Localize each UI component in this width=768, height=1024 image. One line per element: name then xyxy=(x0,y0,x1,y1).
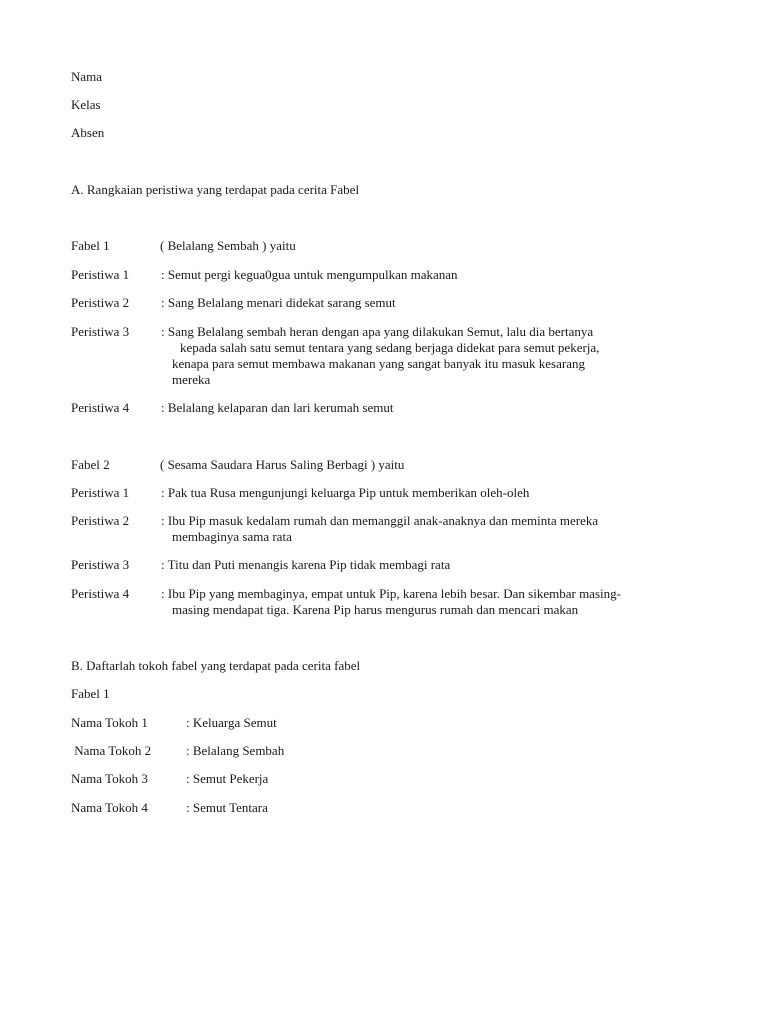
fabel1-event2-label: Peristiwa 2 xyxy=(71,295,130,310)
tokoh2-value: : Belalang Sembah xyxy=(186,743,285,758)
fabel2-event4-line1: : Ibu Pip yang membaginya, empat untuk Pip, karena lebih besar. Dan sikembar masing- xyxy=(161,586,621,601)
fabel1-title: ( Belalang Sembah ) yaitu xyxy=(160,238,296,253)
kelas-label: Kelas xyxy=(71,97,101,112)
nama-label: Nama xyxy=(71,69,103,84)
tokoh2-label: Nama Tokoh 2 xyxy=(71,743,152,758)
fabel1-event4-text: : Belalang kelaparan dan lari kerumah semut xyxy=(161,400,394,415)
fabel1-event1-label: Peristiwa 1 xyxy=(71,267,130,282)
absen-label: Absen xyxy=(71,125,105,140)
tokoh3-value: : Semut Pekerja xyxy=(186,771,269,786)
fabel2-event4-line2: masing mendapat tiga. Karena Pip harus mengurus rumah dan mencari makan xyxy=(172,602,579,617)
fabel2-title: ( Sesama Saudara Harus Saling Berbagi ) yaitu xyxy=(160,457,405,472)
tokoh3-label: Nama Tokoh 3 xyxy=(71,771,148,786)
fabel1-event2-text: : Sang Belalang menari didekat sarang semut xyxy=(161,295,396,310)
section-a-title: A. Rangkaian peristiwa yang terdapat pada cerita Fabel xyxy=(71,182,360,197)
fabel1-event3-line3: kenapa para semut membawa makanan yang sangat banyak itu masuk kesarang xyxy=(172,356,585,371)
fabel1-event3-label: Peristiwa 3 xyxy=(71,324,130,339)
fabel1-label: Fabel 1 xyxy=(71,238,110,253)
section-b-title: B. Daftarlah tokoh fabel yang terdapat pada cerita fabel xyxy=(71,658,361,673)
fabel2-event2-line2: membaginya sama rata xyxy=(172,529,292,544)
tokoh1-label: Nama Tokoh 1 xyxy=(71,715,148,730)
fabel1-event4-label: Peristiwa 4 xyxy=(71,400,130,415)
fabel2-event2-line1: : Ibu Pip masuk kedalam rumah dan memanggil anak-anaknya dan meminta mereka xyxy=(161,513,599,528)
fabel1-event3-line4: mereka xyxy=(172,372,211,387)
tokoh4-label: Nama Tokoh 4 xyxy=(71,800,148,815)
tokoh4-value: : Semut Tentara xyxy=(186,800,268,815)
fabel2-event1-text: : Pak tua Rusa mengunjungi keluarga Pip untuk memberikan oleh-oleh xyxy=(161,485,530,500)
fabel1-event3-line1: : Sang Belalang sembah heran dengan apa yang dilakukan Semut, lalu dia bertanya xyxy=(161,324,594,339)
fabel1-event3-line2: kepada salah satu semut tentara yang sedang berjaga didekat para semut pekerja, xyxy=(180,340,600,355)
fabel2-label: Fabel 2 xyxy=(71,457,110,472)
fabel2-event2-label: Peristiwa 2 xyxy=(71,513,130,528)
fabel2-event3-label: Peristiwa 3 xyxy=(71,557,130,572)
tokoh1-value: : Keluarga Semut xyxy=(186,715,277,730)
section-b-fabel-label: Fabel 1 xyxy=(71,686,110,701)
fabel2-event4-label: Peristiwa 4 xyxy=(71,586,130,601)
fabel1-event1-text: : Semut pergi kegua0gua untuk mengumpulkan makanan xyxy=(161,267,458,282)
fabel2-event1-label: Peristiwa 1 xyxy=(71,485,130,500)
fabel2-event3-text: : Titu dan Puti menangis karena Pip tidak membagi rata xyxy=(161,557,451,572)
